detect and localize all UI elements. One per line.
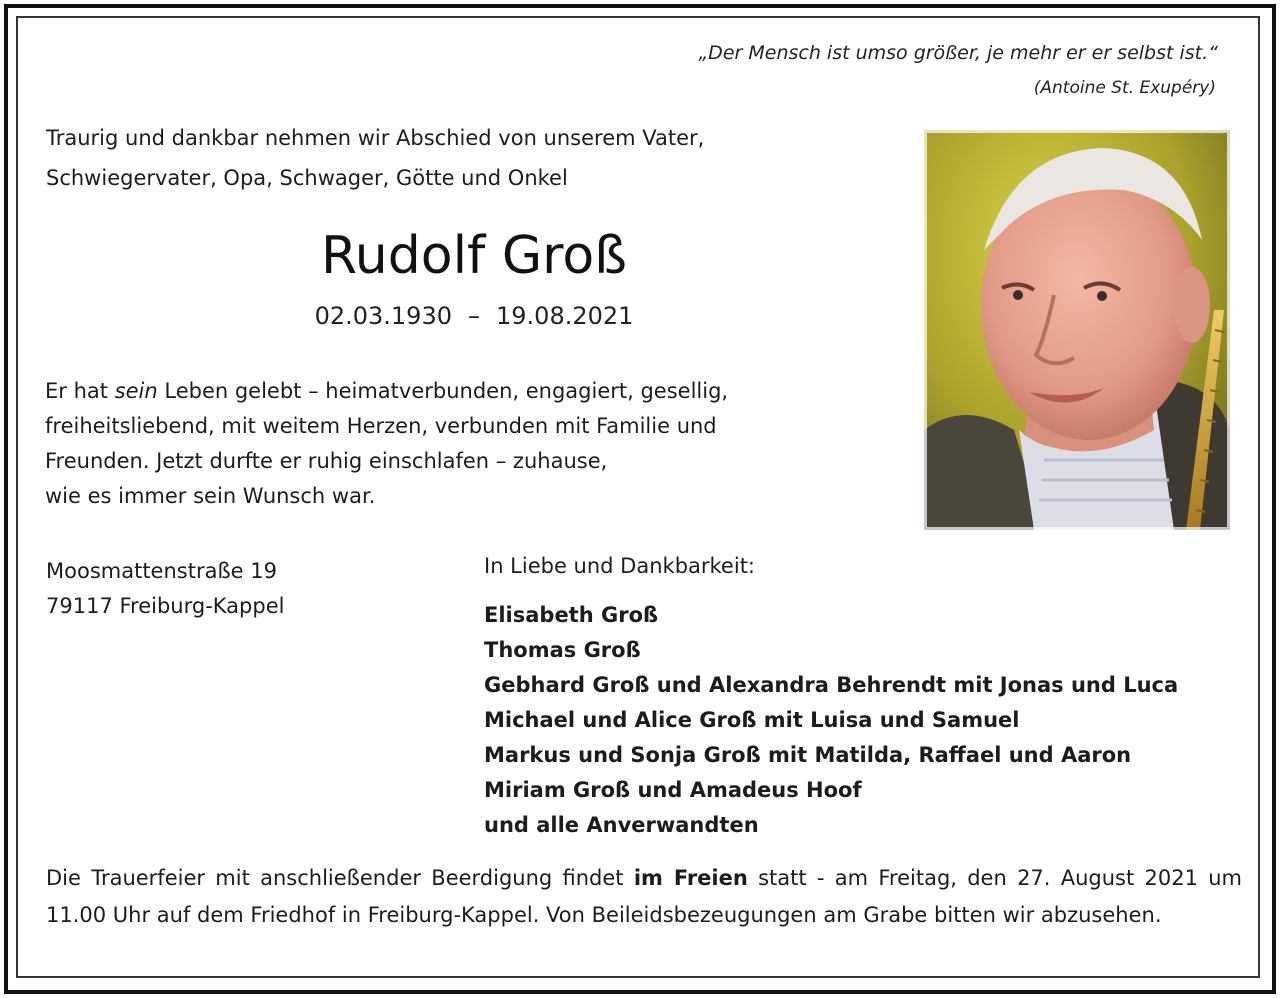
family-list bbox=[484, 598, 1178, 843]
obituary-frame bbox=[4, 4, 1276, 994]
family-member: Michael und Alice Groß mit Luisa und Samuel bbox=[484, 708, 1020, 732]
address-block bbox=[46, 554, 284, 624]
family-member: Markus und Sonja Groß mit Matilda, Raffael und Aaron bbox=[484, 743, 1132, 767]
intro-text bbox=[46, 118, 704, 198]
eulogy-line: Freunden. Jetzt durfte er ruhig einschlafen – zuhause, bbox=[45, 449, 608, 473]
portrait-photo bbox=[924, 130, 1230, 530]
intro-line: Schwiegervater, Opa, Schwager, Götte und Onkel bbox=[46, 166, 568, 190]
family-member: Miriam Groß und Amadeus Hoof bbox=[484, 778, 862, 802]
family-member: und alle Anverwandten bbox=[484, 813, 759, 837]
quote-author: (Antoine St. Exupéry) bbox=[1033, 78, 1216, 98]
birth-date: 02.03.1930 bbox=[314, 302, 452, 330]
ceremony-notice bbox=[46, 860, 1242, 934]
family-heading: In Liebe und Dankbarkeit: bbox=[484, 554, 756, 578]
eulogy-fragment: Er hat bbox=[45, 379, 115, 403]
portrait-photo-icon bbox=[924, 130, 1230, 530]
intro-line: Traurig und dankbar nehmen wir Abschied von unserem Vater, bbox=[46, 126, 705, 150]
death-date: 19.08.2021 bbox=[496, 302, 634, 330]
eulogy-line: freiheitsliebend, mit weitem Herzen, verbunden mit Familie und bbox=[45, 414, 717, 438]
eulogy-fragment: Leben gelebt – heimatverbunden, engagiert, gesellig, bbox=[157, 379, 729, 403]
ceremony-text: statt - am Freitag, den 27. August 2021 um 11.00 Uhr auf dem Friedhof in Freiburg-Kappel. Von Beileidsbezeugungen am Grabe bitten wir abzusehen. bbox=[46, 866, 1243, 927]
address-street: Moosmattenstraße 19 bbox=[46, 559, 277, 583]
eulogy-text bbox=[45, 374, 728, 514]
obituary-inner-border bbox=[16, 16, 1260, 978]
quote-text: „Der Mensch ist umso größer, je mehr er er selbst ist.“ bbox=[698, 42, 1218, 64]
deceased-name: Rudolf Groß bbox=[321, 226, 627, 286]
family-member: Thomas Groß bbox=[484, 638, 641, 662]
ceremony-emphasis: im Freien bbox=[633, 866, 748, 890]
eulogy-line bbox=[45, 374, 728, 409]
eulogy-emphasis: sein bbox=[114, 379, 158, 403]
family-member: Gebhard Groß und Alexandra Behrendt mit Jonas und Luca bbox=[484, 673, 1179, 697]
address-city: 79117 Freiburg-Kappel bbox=[46, 594, 285, 618]
family-member: Elisabeth Groß bbox=[484, 603, 659, 627]
ceremony-text: Die Trauerfeier mit anschließender Beerdigung findet bbox=[46, 866, 634, 890]
eulogy-line: wie es immer sein Wunsch war. bbox=[45, 484, 376, 508]
life-dates bbox=[18, 302, 930, 330]
date-dash: – bbox=[468, 302, 480, 330]
